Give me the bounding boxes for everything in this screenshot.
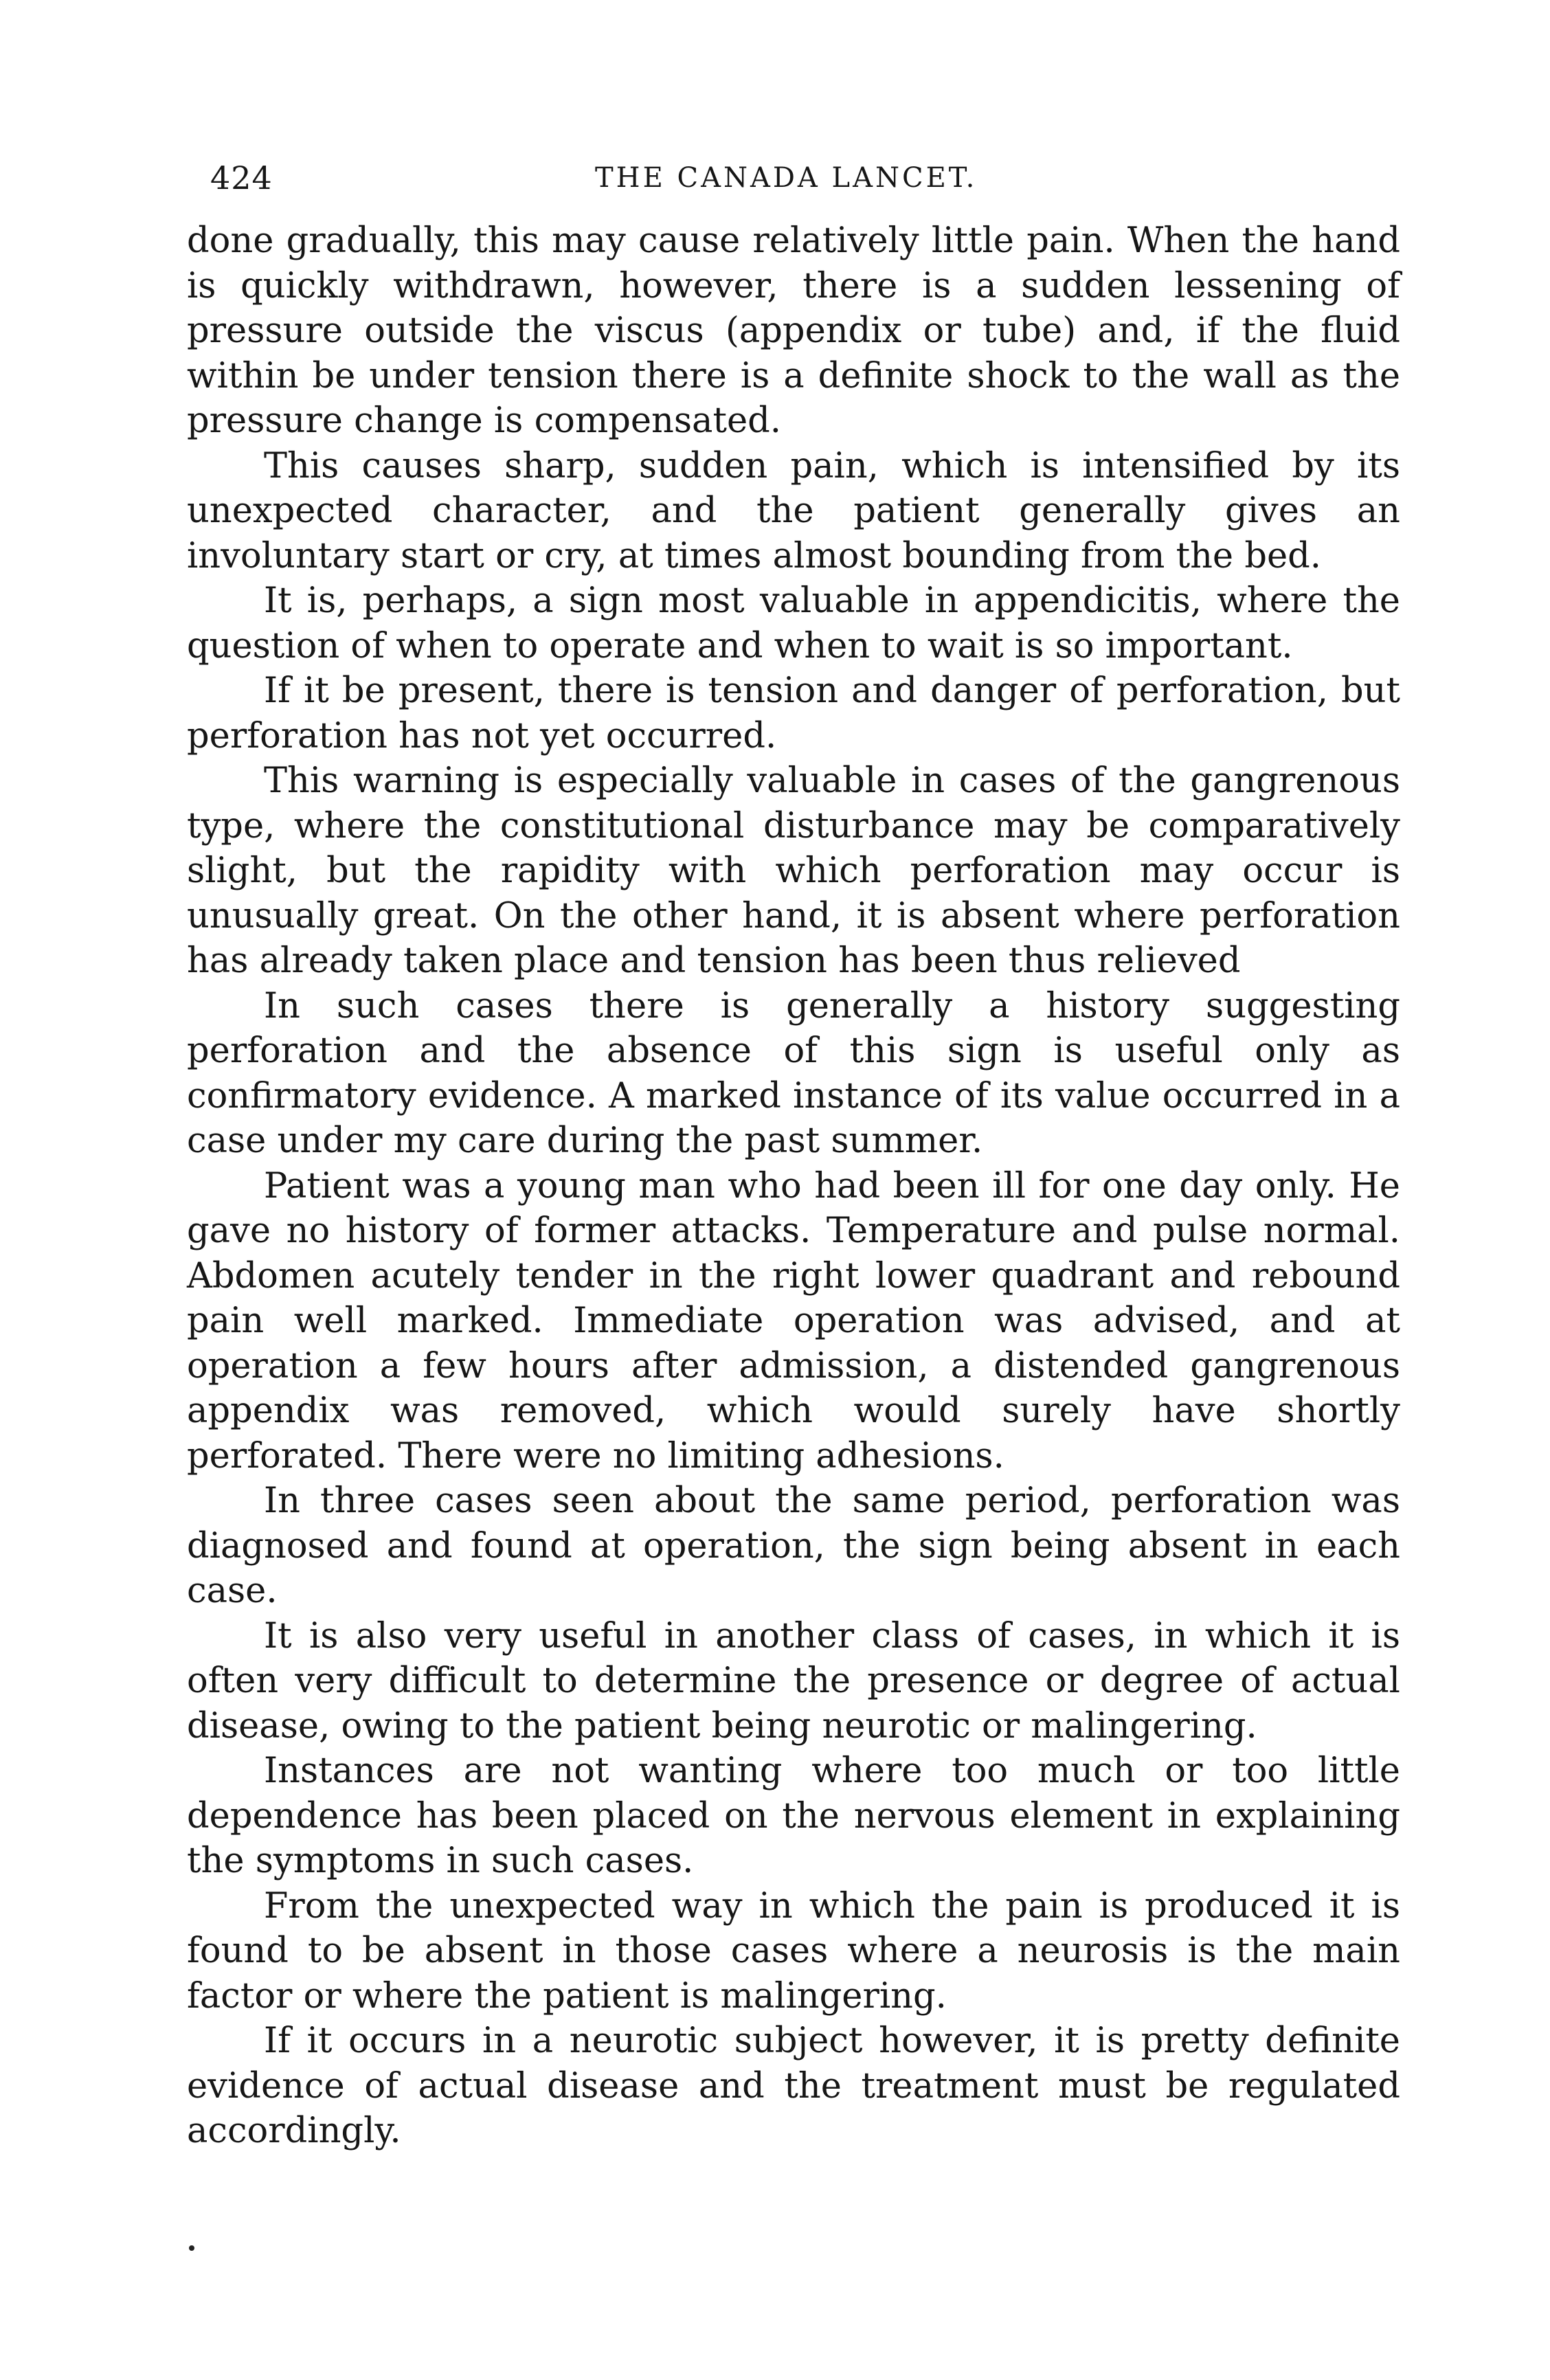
paragraph: From the unexpected way in which the pain is produced it is found to be absent in those cases where a neurosis is the main factor or where the patient is malingering. (187, 1885, 1400, 2017)
paragraph: done gradually, this may cause relatively little pain. When the hand is quickly withdrawn, however, there is a sudden lessening of pressure outside the viscus (appendix or tube) and, if the fluid within be under tension there is a definite shock to the wall as the pressure change is compensated. (187, 221, 1400, 441)
print-speck (189, 2245, 194, 2251)
paragraph: If it be present, there is tension and danger of perforation, but perforation has not yet occurred. (187, 671, 1400, 756)
page-header (210, 154, 1392, 202)
paragraph: In such cases there is generally a history suggesting perforation and the absence of this sign is useful only as confirmatory evidence. A marked instance of its value occurred in a case under my care during the past summer. (187, 985, 1400, 1161)
paragraph: It is also very useful in another class of cases, in which it is often very difficult to determine the presence or degree of actual disease, owing to the patient being neurotic or malingering. (187, 1615, 1400, 1747)
paragraph: This warning is especially valuable in cases of the gangrenous type, where the constitutional disturbance may be comparatively slight, but the rapidity with which perforation may occur is unusually great. On the other hand, it is absent where perforation has already taken place and tension has been thus relieved (187, 761, 1400, 981)
paragraph: In three cases seen about the same period, perforation was diagnosed and found at operation, the sign being absent in each case. (187, 1481, 1400, 1611)
article-body (187, 218, 1400, 2154)
page-number: 424 (210, 159, 273, 197)
paragraph: Instances are not wanting where too much or too little dependence has been placed on the nervous element in explaining the symptoms in such cases. (187, 1751, 1400, 1881)
paragraph: Patient was a young man who had been ill for one day only. He gave no history of former attacks. Temperature and pulse normal. Abdomen acutely tender in the right lower quadrant and rebound pain well marked. Immediate operation was advised, and at operation a few hours after admission, a distended gangrenous appendix was removed, which would surely have shortly perforated. There were no limiting adhesions. (187, 1165, 1400, 1477)
paragraph: This causes sharp, sudden pain, which is intensified by its unexpected character, and the patient generally gives an involuntary start or cry, at times almost bounding from the bed. (187, 445, 1400, 576)
paragraph: If it occurs in a neurotic subject however, it is pretty definite evidence of actual disease and the treatment must be regulated accordingly. (187, 2021, 1400, 2151)
running-title: THE CANADA LANCET. (595, 162, 978, 194)
paragraph: It is, perhaps, a sign most valuable in appendicitis, where the question of when to operate and when to wait is so important. (187, 581, 1400, 666)
